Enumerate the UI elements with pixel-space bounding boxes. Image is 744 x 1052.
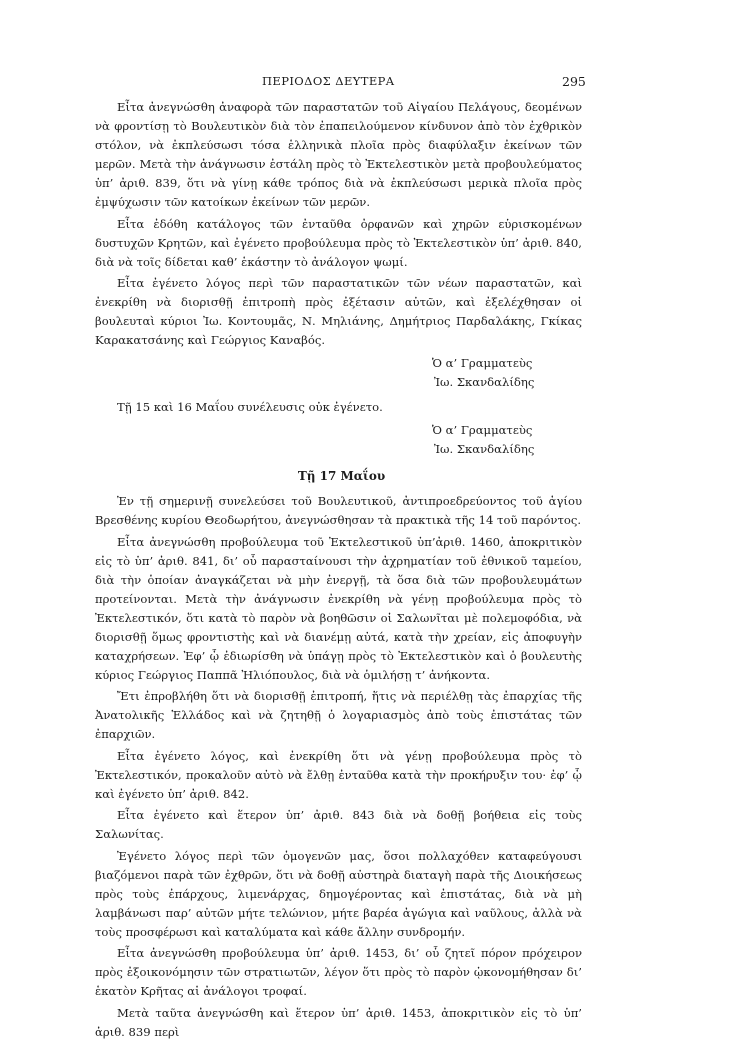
paragraph: Ἐγένετο λόγος περὶ τῶν ὁμογενῶν μας, ὅσοι πολλαχόθεν καταφεύγουσι βιαζόμενοι παρὰ τῶν ἐχθρῶν, ὅτι νὰ δοθῇ αὐστηρὰ διαταγὴ παρὰ τῆς Διοικήσεως πρὸς τοὺς ἐπάρχους, λιμενάρχας, δημογέροντας καὶ ἐπιστάτας, διὰ νὰ μὴ λαμβάνωσι παρ’ αὐτῶν μήτε τελώνιον, μήτε βαρέα ἀγώγια καὶ ναῦλους, ἀλλὰ νὰ τοὺς προσφέρωσι καὶ καταλύματα καὶ κάθε ἄλλην συνδρομήν. bbox=[95, 848, 582, 939]
signature-block bbox=[95, 354, 582, 392]
date-heading: Τῇ 17 Μαΐου bbox=[297, 469, 386, 483]
signature-title: Ὁ α’ Γραμματεὺς bbox=[432, 356, 533, 370]
signature-name: Ἰω. Σκανδαλίδης bbox=[434, 375, 535, 389]
running-header bbox=[0, 74, 744, 94]
running-title: ΠΕΡΙΟΔΟΣ ΔΕΥΤΕΡΑ bbox=[262, 74, 395, 88]
paragraph: Εἶτα ἐδόθη κατάλογος τῶν ἐνταῦθα ὀρφανῶν καὶ χηρῶν εὑρισκομένων δυστυχῶν Κρητῶν, καὶ ἐγένετο προβούλευμα πρὸς τὸ Ἐκτελεστικὸν ὑπ’ ἀριθ. 840, διὰ νὰ τοῖς δίδεται καθ’ ἑκάστην τὸ ἀνάλογον ψωμί. bbox=[95, 216, 582, 269]
paragraph: Εἶτα ἐγένετο καὶ ἕτερον ὑπ’ ἀριθ. 843 διὰ νὰ δοθῇ βοήθεια εἰς τοὺς Σαλωνίτας. bbox=[95, 808, 582, 841]
paragraph: Εἶτα ἐγένετο λόγος περὶ τῶν παραστατικῶν τῶν νέων παραστατῶν, καὶ ἐνεκρίθη νὰ διορισθῇ ἐπιτροπὴ πρὸς ἐξέτασιν αὐτῶν, καὶ ἐξελέχθησαν οἱ βουλευταὶ κύριοι Ἰω. Κοντουμᾶς, Ν. Μηλιάνης, Δημήτριος Παρδαλάκης, Γκίκας Καρακατσάνης καὶ Γεώργιος Καναβός. bbox=[95, 276, 582, 347]
paragraph: Μετὰ ταῦτα ἀνεγνώσθη καὶ ἕτερον ὑπ’ ἀριθ. 1453, ἀποκριτικὸν εἰς τὸ ὑπ’ ἀριθ. 839 περὶ bbox=[95, 1005, 582, 1039]
paragraph: Ἔτι ἐπροβλήθη ὅτι νὰ διορισθῇ ἐπιτροπή, ἥτις νὰ περιέλθῃ τὰς ἐπαρχίας τῆς Ἀνατολικῆς Ἑλλάδος καὶ νὰ ζητηθῇ ὁ λογαριασμὸς ἀπὸ τοὺς ἐπιστάτας τῶν ἐπαρχιῶν. bbox=[95, 689, 582, 741]
signature-title: Ὁ α’ Γραμματεὺς bbox=[432, 423, 533, 437]
paragraph: Εἶτα ἀνεγνώσθη ἀναφορὰ τῶν παραστατῶν τοῦ Αἰγαίου Πελάγους, δεομένων νὰ φροντίσῃ τὸ Βουλευτικὸν διὰ τὸν ἐπαπειλούμενον κίνδυνον ἀπὸ τὸν ἐχθρικὸν στόλον, νὰ ἐκπλεύσωσι τόσα ἑλληνικὰ πλοῖα πρὸς διαφύλαξιν ἐκείνων τῶν μερῶν. Μετὰ τὴν ἀνάγνωσιν ἐστάλη πρὸς τὸ Ἐκτελεστικὸν μετὰ προβουλεύματος ὑπ’ ἀριθ. 839, ὅτι νὰ γίνῃ κάθε τρόπος διὰ νὰ ἐκπλεύσωσι μερικὰ πλοῖα πρὸς ἐμψύχωσιν τῶν κατοίκων ἐκείνων τῶν μερῶν. bbox=[95, 100, 582, 209]
paragraph: Εἶτα ἀνεγνώσθη προβούλευμα ὑπ’ ἀριθ. 1453, δι’ οὗ ζητεῖ πόρον πρόχειρον πρὸς ἐξοικονόμησιν τῶν στρατιωτῶν, λέγον ὅτι πρὸς τὸ παρὸν ᾠκονομήθησαν δι’ ἑκατὸν Κρῆτας αἱ ἀνάλογοι τροφαί. bbox=[95, 946, 582, 998]
signature-block bbox=[95, 421, 582, 459]
paragraph: Ἐν τῇ σημερινῇ συνελεύσει τοῦ Βουλευτικοῦ, ἀντιπροεδρεύοντος τοῦ ἁγίου Βρεσθένης κυρίου Θεοδωρήτου, ἀνεγνώσθησαν τὰ πρακτικὰ τῆς 14 τοῦ παρόντος. bbox=[95, 494, 582, 527]
body-text bbox=[95, 98, 582, 1044]
paragraph: Εἶτα ἀνεγνώσθη προβούλευμα τοῦ Ἐκτελεστικοῦ ὑπ’ἀριθ. 1460, ἀποκριτικὸν εἰς τὸ ὑπ’ ἀριθ. 841, δι’ οὗ παρασταίνουσι τὴν ἀχρηματίαν τοῦ ἐθνικοῦ ταμείου, διὰ τὴν ὁποίαν ἀναγκάζεται νὰ μὴν ἐνεργῇ, τὰ ὅσα διὰ τῶν προβουλευμάτων προτείνονται. Μετὰ τὴν ἀνάγνωσιν ἐνεκρίθη νὰ γένῃ προβούλευμα πρὸς τὸ Ἐκτελεστικόν, ὅτι κατὰ τὸ παρὸν νὰ βοηθῶσιν οἱ Σαλωνῖται μὲ πολεμοφόδια, νὰ διορισθῇ ὅμως φροντιστὴς καὶ νὰ διανέμῃ αὐτά, κατὰ τὴν χρείαν, εἰς ἀποφυγὴν καταχρήσεων. Ἐφ’ ᾧ ἐδιωρίσθη νὰ ὑπάγῃ πρὸς τὸ Ἐκτελεστικὸν καὶ ὁ βουλευτὴς κύριος Γεώργιος Παππᾶ Ἠλιόπουλος, διὰ νὰ ὁμιλήσῃ τ’ ἀνήκοντα. bbox=[95, 534, 582, 682]
paragraph: Εἶτα ἐγένετο λόγος, καὶ ἐνεκρίθη ὅτι νὰ γένῃ προβούλευμα πρὸς τὸ Ἐκτελεστικόν, προκαλοῦν αὐτὸ νὰ ἔλθῃ ἐνταῦθα κατὰ τὴν προκήρυξιν του· ἐφ’ ᾧ καὶ ἐγένετο ὑπ’ ἀριθ. 842. bbox=[95, 748, 582, 801]
signature-name: Ἰω. Σκανδαλίδης bbox=[434, 442, 535, 456]
session-note: Τῇ 15 καὶ 16 Μαΐου συνέλευσις οὐκ ἐγένετο. bbox=[117, 400, 383, 414]
page-number: 295 bbox=[562, 74, 586, 89]
